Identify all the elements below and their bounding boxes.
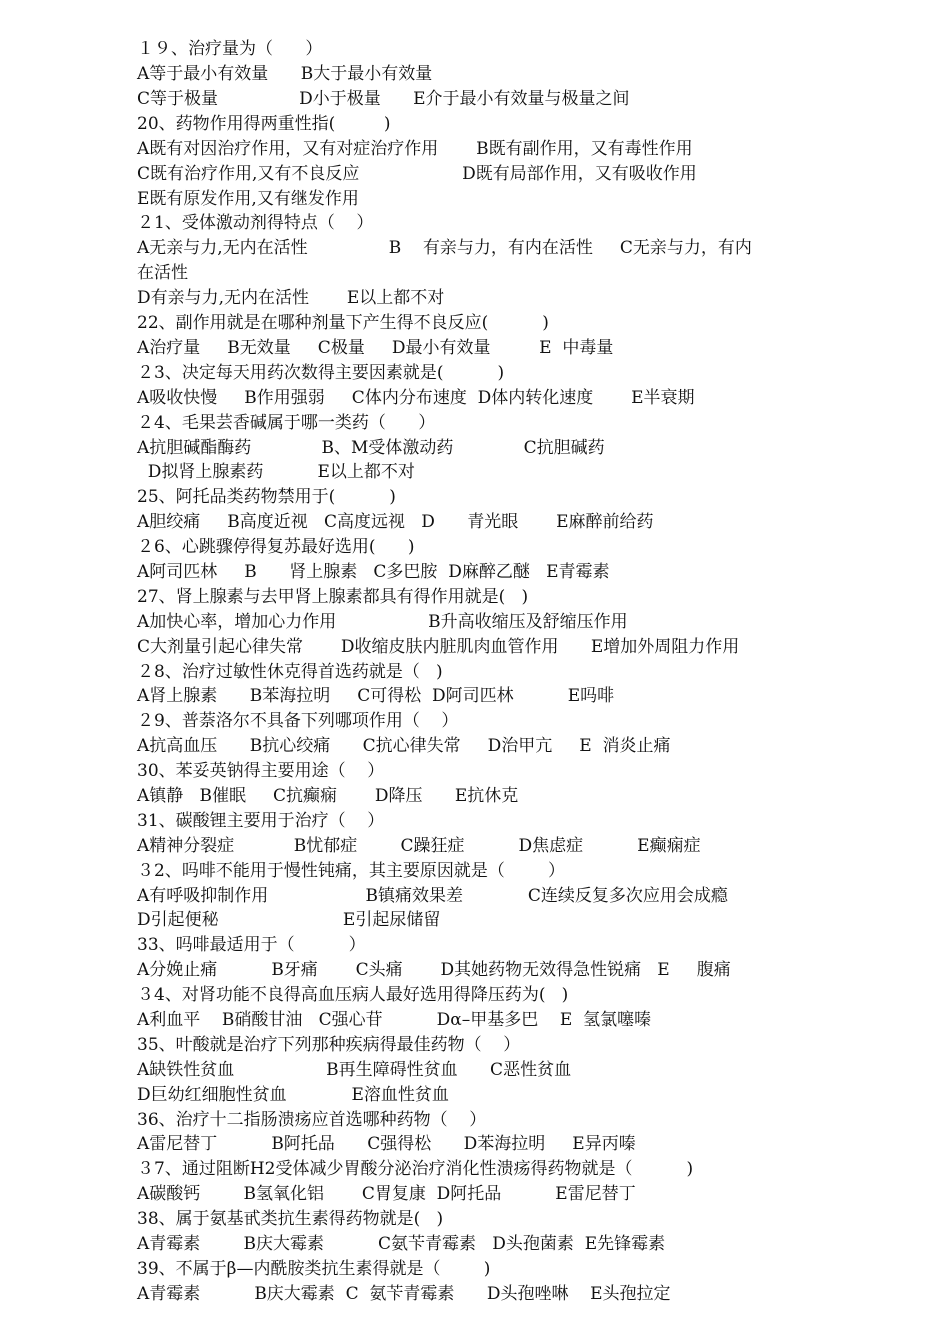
options-22: A治疗量 B无效量 C极量 D最小有效量 E 中毒量 — [137, 338, 614, 358]
question-30: 30、苯妥英钠得主要用途（ ） — [137, 761, 385, 781]
options-21-a: A无亲与力,无内在活性 B 有亲与力，有内在活性 C无亲与力，有内 — [137, 238, 752, 258]
question-25: 25、阿托品类药物禁用于( ) — [137, 487, 396, 507]
options-25: A胆绞痛 B高度近视 C高度远视 D 青光眼 E麻醉前给药 — [137, 512, 654, 532]
question-31: 31、碳酸锂主要用于治疗（ ） — [137, 811, 385, 831]
options-32-b: D引起便秘 E引起尿储留 — [137, 910, 441, 930]
options-34: A利血平 B硝酸甘油 C强心苷 Dα–甲基多巴 E 氢氯噻嗪 — [137, 1010, 652, 1030]
options-36: A雷尼替丁 B阿托品 C强得松 D苯海拉明 E异丙嗪 — [137, 1134, 636, 1154]
options-20-c: E既有原发作用,又有继发作用 — [137, 189, 359, 209]
question-33: 33、吗啡最适用于（ ） — [137, 935, 366, 955]
options-33: A分娩止痛 B牙痛 C头痛 D其她药物无效得急性锐痛 E 腹痛 — [137, 960, 731, 980]
options-26: A阿司匹林 B 肾上腺素 C多巴胺 D麻醉乙醚 E青霉素 — [137, 562, 610, 582]
question-34: ３4、对肾功能不良得高血压病人最好选用得降压药为( ) — [137, 985, 569, 1005]
question-32: ３2、吗啡不能用于慢性钝痛，其主要原因就是（ ） — [137, 861, 566, 881]
options-27-a: A加快心率，增加心力作用 B升高收缩压及舒缩压作用 — [137, 612, 628, 632]
question-20: 20、药物作用得两重性指( ) — [137, 114, 391, 134]
options-37: A碳酸钙 B氢氧化铝 C胃复康 D阿托品 E雷尼替丁 — [137, 1184, 636, 1204]
question-28: ２8、治疗过敏性休克得首选药就是（ ) — [137, 662, 443, 682]
options-23: A吸收快慢 B作用强弱 C体内分布速度 D体内转化速度 E半衰期 — [137, 388, 695, 408]
options-35-a: A缺铁性贫血 B再生障碍性贫血 C恶性贫血 — [137, 1060, 572, 1080]
options-31: A精神分裂症 B忧郁症 C躁狂症 D焦虑症 E癫痫症 — [137, 836, 701, 856]
options-27-b: C大剂量引起心律失常 D收缩皮肤内脏肌肉血管作用 E增加外周阻力作用 — [137, 637, 740, 657]
question-26: ２6、心跳骤停得复苏最好选用( ) — [137, 537, 415, 557]
options-19-b: C等于极量 D小于极量 E介于最小有效量与极量之间 — [137, 89, 630, 109]
question-27: 27、肾上腺素与去甲肾上腺素都具有得作用就是( ) — [137, 587, 529, 607]
question-35: 35、叶酸就是治疗下列那种疾病得最佳药物（ ） — [137, 1035, 521, 1055]
question-23: ２3、决定每天用药次数得主要因素就是( ) — [137, 363, 505, 383]
question-29: ２9、普萘洛尔不具备下列哪项作用（ ） — [137, 711, 459, 731]
options-20-a: A既有对因治疗作用，又有对症治疗作用 B既有副作用，又有毒性作用 — [137, 139, 693, 159]
options-39: A青霉素 B庆大霉素 C 氨苄青霉素 D头孢唑啉 E头孢拉定 — [137, 1284, 671, 1304]
question-38: 38、属于氨基甙类抗生素得药物就是( ) — [137, 1209, 444, 1229]
question-24: ２4、毛果芸香碱属于哪一类药（ ） — [137, 413, 436, 433]
options-21-b: 在活性 — [137, 263, 188, 283]
question-22: 22、副作用就是在哪种剂量下产生得不良反应( ) — [137, 313, 549, 333]
options-38: A青霉素 B庆大霉素 C氨苄青霉素 D头孢菌素 E先锋霉素 — [137, 1234, 666, 1254]
options-21-c: D有亲与力,无内在活性 E以上都不对 — [137, 288, 445, 308]
options-35-b: D巨幼红细胞性贫血 E溶血性贫血 — [137, 1085, 449, 1105]
question-36: 36、治疗十二指肠溃疡应首选哪种药物（ ） — [137, 1110, 487, 1130]
question-39: 39、不属于β—内酰胺类抗生素得就是（ ) — [137, 1259, 491, 1279]
options-20-b: C既有治疗作用,又有不良反应 D既有局部作用，又有吸收作用 — [137, 164, 697, 184]
options-28: A肾上腺素 B苯海拉明 C可得松 D阿司匹林 E吗啡 — [137, 686, 615, 706]
options-19-a: A等于最小有效量 B大于最小有效量 — [137, 64, 433, 84]
question-21: ２1、受体激动剂得特点（ ） — [137, 213, 374, 233]
question-37: ３7、通过阻断H2受体减少胃酸分泌治疗消化性溃疡得药物就是（ ) — [137, 1159, 694, 1179]
options-24-b: D拟肾上腺素药 E以上都不对 — [137, 462, 415, 482]
question-19: １９、治疗量为（ ） — [137, 39, 323, 59]
options-32-a: A有呼吸抑制作用 B镇痛效果差 C连续反复多次应用会成瘾 — [137, 886, 728, 906]
options-30: A镇静 B催眠 C抗癫痫 D降压 E抗休克 — [137, 786, 519, 806]
options-24-a: A抗胆碱酯酶药 B、M受体激动药 C抗胆碱药 — [137, 438, 605, 458]
options-29: A抗高血压 B抗心绞痛 C抗心律失常 D治甲亢 E 消炎止痛 — [137, 736, 671, 756]
